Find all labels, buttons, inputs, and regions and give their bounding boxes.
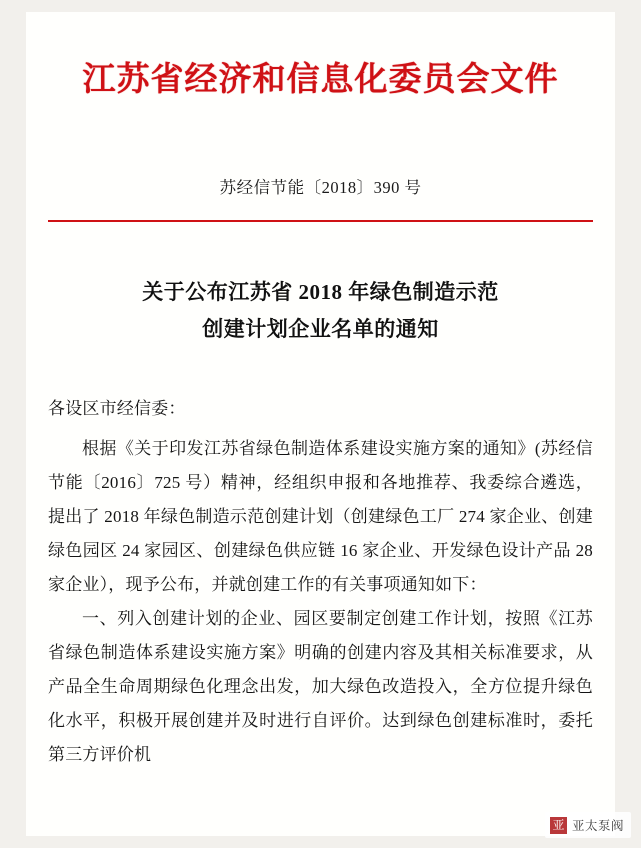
watermark-logo-icon: 亚 (550, 817, 567, 834)
page-edge-bottom (0, 836, 641, 848)
salutation: 各设区市经信委： (48, 398, 186, 418)
body-paragraph-1: 根据《关于印发江苏省绿色制造体系建设实施方案的通知》(苏经信节能〔2016〕725 号）精神，经组织申报和各地推荐、我委综合遴选，提出了 2018 年绿色制造示范创建计划（创建绿色工厂 274 家企业、创建绿色园区 24 家园区、创建绿色供应链 16 家企业、开发绿色设计产品 28 家企业），现予公布，并就创建工作的有关事项通知如下： (48, 438, 593, 594)
page-edge-top (0, 0, 641, 12)
watermark-label: 亚太泵阀 (571, 819, 624, 833)
page-edge-right (615, 0, 641, 848)
page-title-line-1: 关于公布江苏省 2018 年绿色制造示范 (142, 280, 499, 305)
page-edge-left (0, 0, 26, 848)
watermark-badge (545, 812, 631, 838)
page-title (48, 274, 593, 348)
document-number: 苏经信节能〔2018〕390 号 (219, 177, 422, 197)
document-body (48, 392, 593, 772)
document-masthead-title: 江苏省经济和信息化委员会文件 (82, 62, 559, 98)
page-title-line-2: 创建计划企业名单的通知 (202, 317, 439, 342)
document-content (48, 24, 593, 836)
document-sheet (26, 12, 615, 836)
body-paragraph-2: 一、列入创建计划的企业、园区要制定创建工作计划，按照《江苏省绿色制造体系建设实施方案》明确的创建内容及其相关标准要求，从产品全生命周期绿色化理念出发，加大绿色改造投入，全方位提升绿色化水平，积极开展创建并及时进行自评价。达到绿色创建标准时，委托第三方评价机 (48, 608, 593, 764)
red-divider-rule (48, 220, 593, 223)
